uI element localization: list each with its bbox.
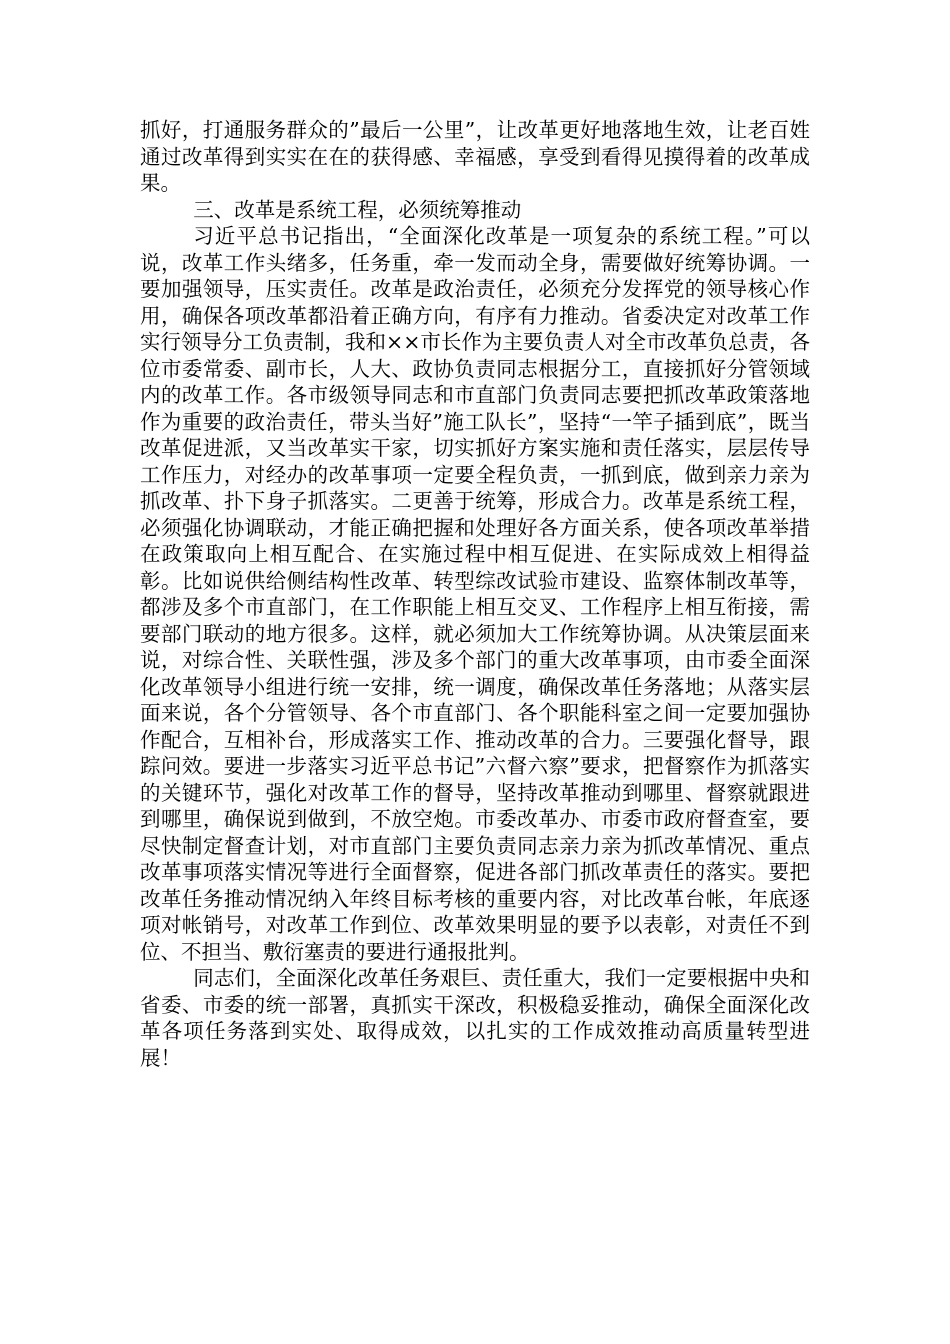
paragraph-closing: 同志们，全面深化改革任务艰巨、责任重大，我们一定要根据中央和省委、市委的统一部署，真抓实干深改，积极稳妥推动，确保全面深化改革各项任务落到实处、取得成效，以扎实的工作成效推动高质量转型进展！ [140, 966, 810, 1070]
section-heading: 三、改革是系统工程，必须统筹推动 [193, 197, 522, 222]
paragraph-continuation: 抓好，打通服务群众的”最后一公里”，让改革更好地落地生效，让老百姓通过改革得到实实在在的获得感、幸福感，享受到看得见摸得着的改革成果。 [140, 118, 810, 195]
paragraph-body: 习近平总书记指出，“全面深化改革是一项复杂的系统工程。”可以说，改革工作头绪多，任务重，牵一发而动全身，需要做好统筹协调。一要加强领导，压实责任。改革是政治责任，必须充分发挥党的领导核心作用，确保各项改革都沿着正确方向，有序有力推动。省委决定对改革工作实行领导分工负责制，我和××市长作为主要负责人对全市改革负总责，各位市委常委、副市长，人大、政协负责同志根据分工，直接抓好分管领域内的改革工作。各市级领导同志和市直部门负责同志要把抓改革政策落地作为重要的政治责任，带头当好”施工队长”，坚持“一竿子插到底”，既当改革促进派，又当改革实干家，切实抓好方案实施和责任落实，层层传导工作压力，对经办的改革事项一定要全程负责，一抓到底，做到亲力亲为抓改革、扑下身子抓落实。二更善于统筹，形成合力。改革是系统工程，必须强化协调联动，才能正确把握和处理好各方面关系，使各项改革举措在政策取向上相互配合、在实施过程中相互促进、在实际成效上相得益彰。比如说供给侧结构性改革、转型综改试验市建设、监察体制改革等，都涉及多个市直部门，在工作职能上相互交叉、工作程序上相互衔接，需要部门联动的地方很多。这样，就必须加大工作统筹协调。从决策层面来说，对综合性、关联性强，涉及多个部门的重大改革事项，由市委全面深化改革领导小组进行统一安排，统一调度，确保改革任务落地；从落实层面来说，各个分管领导、各个市直部门、各个职能科室之间一定要加强协作配合，互相补台，形成落实工作、推动改革的合力。三要强化督导，跟踪问效。要进一步落实习近平总书记”六督六察”要求，把督察作为抓落实的关键环节，强化对改革工作的督导，坚持改革推动到哪里、督察就跟进到哪里，确保说到做到，不放空炮。市委改革办、市委市政府督查室，要尽快制定督查计划，对市直部门主要负责同志亲力亲为抓改革情况、重点改革事项落实情况等进行全面督察，促进各部门抓改革责任的落实。要把改革任务推动情况纳入年终目标考核的重要内容，对比改革台帐，年底逐项对帐销号，对改革工作到位、改革效果明显的要予以表彰，对责任不到位、不担当、敷衍塞责的要进行通报批判。 [140, 224, 810, 964]
document-body [140, 117, 810, 1071]
